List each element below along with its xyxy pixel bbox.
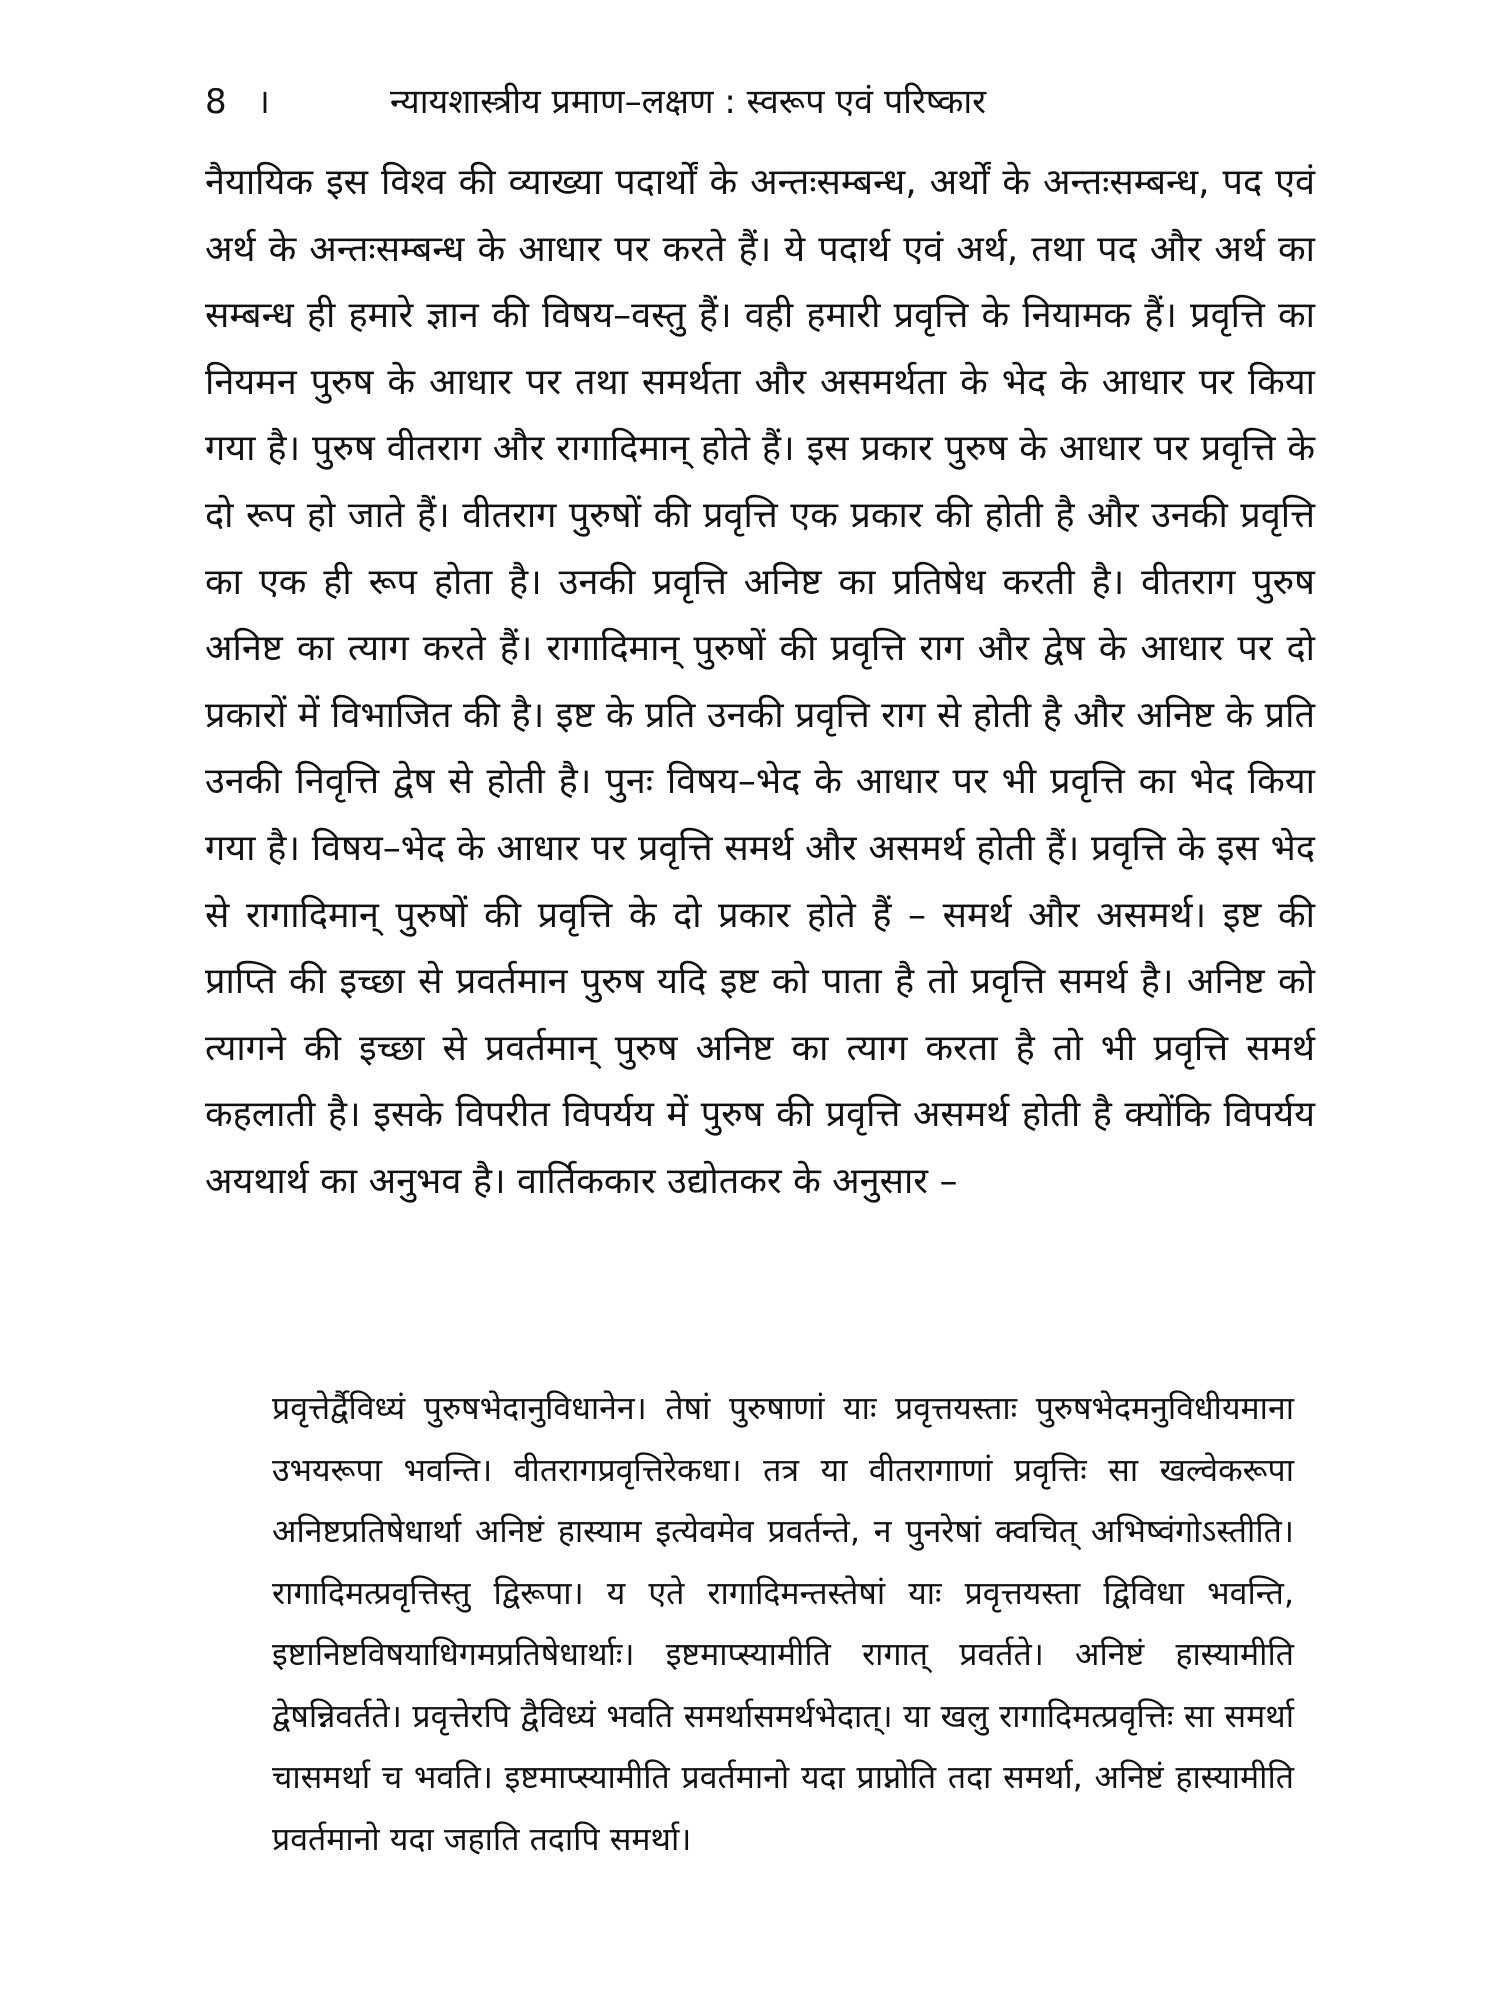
- block-quote: प्रवृत्तेर्द्वैविध्यं पुरुषभेदानुविधानेन। तेषां पुरुषाणां याः प्रवृत्तयस्ताः पुरुषभेदमनुविधीयमाना उभयरूपा भवन्ति। वीतरागप्रवृत्तिरेकधा। तत्र या वीतरागाणां प्रवृत्तिः सा खल्वेकरूपा अनिष्टप्रतिषेधार्था अनिष्टं हास्याम इत्येवमेव प्रवर्तन्ते, न पुनरेषां क्वचित् अभिष्वंगोऽस्तीति। रागादिमत्प्रवृत्तिस्तु द्विरूपा। य एते रागादिमन्तस्तेषां याः प्रवृत्तयस्ता द्विविधा भवन्ति, इष्टानिष्टविषयाधिगमप्रतिषेधार्थाः। इष्टमाप्स्यामीति रागात् प्रवर्तते। अनिष्टं हास्यामीति द्वेषन्निवर्तते। प्रवृत्तेरपि द्वैविध्यं भवति समर्थासमर्थभेदात्। या खलु रागादिमत्प्रवृत्तिः सा समर्था चासमर्था च भवति। इष्टमाप्स्यामीति प्रवर्तमानो यदा प्राप्नोति तदा समर्था, अनिष्टं हास्यामीति प्रवर्तमानो यदा जहाति तदापि समर्था।: [272, 1389, 1294, 1858]
- page-number: 8: [205, 82, 227, 122]
- body-paragraph: नैयायिक इस विश्व की व्याख्या पदार्थों के अन्तःसम्बन्ध, अर्थों के अन्तःसम्बन्ध, पद एवं अर्थ के अन्तःसम्बन्ध के आधार पर करते हैं। ये पदार्थ एवं अर्थ, तथा पद और अर्थ का सम्बन्ध ही हमारे ज्ञान की विषय–वस्तु हैं। वही हमारी प्रवृत्ति के नियामक हैं। प्रवृत्ति का नियमन पुरुष के आधार पर तथा समर्थता और असमर्थता के भेद के आधार पर किया गया है। पुरुष वीतराग और रागादिमान् होते हैं। इस प्रकार पुरुष के आधार पर प्रवृत्ति के दो रूप हो जाते हैं। वीतराग पुरुषों की प्रवृत्ति एक प्रकार की होती है और उनकी प्रवृत्ति का एक ही रूप होता है। उनकी प्रवृत्ति अनिष्ट का प्रतिषेध करती है। वीतराग पुरुष अनिष्ट का त्याग करते हैं। रागादिमान् पुरुषों की प्रवृत्ति राग और द्वेष के आधार पर दो प्रकारों में विभाजित की है। इष्ट के प्रति उनकी प्रवृत्ति राग से होती है और अनिष्ट के प्रति उनकी निवृत्ति द्वेष से होती है। पुनः विषय–भेद के आधार पर भी प्रवृत्ति का भेद किया गया है। विषय–भेद के आधार पर प्रवृत्ति समर्थ और असमर्थ होती हैं। प्रवृत्ति के इस भेद से रागादिमान् पुरुषों की प्रवृत्ति के दो प्रकार होते हैं – समर्थ और असमर्थ। इष्ट की प्राप्ति की इच्छा से प्रवर्तमान पुरुष यदि इष्ट को पाता है तो प्रवृत्ति समर्थ है। अनिष्ट को त्यागने की इच्छा से प्रवर्तमान् पुरुष अनिष्ट का त्याग करता है तो भी प्रवृत्ति समर्थ कहलाती है। इसके विपरीत विपर्यय में पुरुष की प्रवृत्ति असमर्थ होती है क्योंकि विपर्यय अयथार्थ का अनुभव है। वार्तिककार उद्योतकर के अनुसार –: [205, 162, 1316, 1202]
- page-header: [205, 72, 1315, 132]
- header-separator: ।: [257, 82, 270, 122]
- running-title: न्यायशास्त्रीय प्रमाण–लक्षण : स्वरूप एवं परिष्कार: [390, 82, 987, 122]
